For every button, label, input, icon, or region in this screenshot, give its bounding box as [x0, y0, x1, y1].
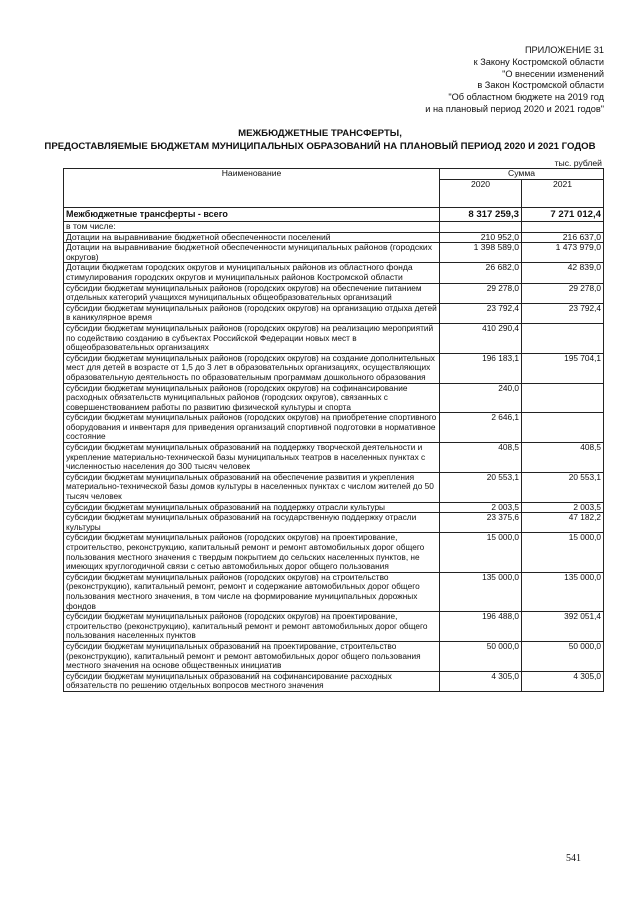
row-value-2020: 410 290,4	[440, 323, 522, 353]
row-value-2021: 408,5	[522, 443, 604, 473]
table-row	[64, 443, 604, 473]
table-row	[64, 413, 604, 443]
table-row	[64, 323, 604, 353]
row-value-2021: 1 473 979,0	[522, 243, 604, 263]
table-row	[64, 641, 604, 671]
row-value-2021: 7 271 012,4	[522, 208, 604, 222]
table-row	[64, 208, 604, 222]
table-body	[64, 208, 604, 692]
row-value-2021: 2 003,5	[522, 502, 604, 513]
table-row	[64, 612, 604, 642]
row-value-2021: 20 553,1	[522, 472, 604, 502]
row-value-2021: 23 792,4	[522, 303, 604, 323]
row-name: субсидии бюджетам муниципальных районов (городских округов) на приобретение спортивного оборудования и инвентаря для приведения организаций спортивной подготовки в нормативное состояние	[64, 413, 440, 443]
table-row	[64, 283, 604, 303]
table-row	[64, 243, 604, 263]
appendix-line: "О внесении изменений	[502, 68, 604, 79]
appendix-line: и на плановый период 2020 и 2021 годов"	[425, 103, 604, 114]
row-value-2020: 26 682,0	[440, 263, 522, 283]
row-value-2020: 2 003,5	[440, 502, 522, 513]
row-value-2021	[522, 413, 604, 443]
table-row	[64, 502, 604, 513]
transfers-table	[63, 168, 604, 692]
row-value-2020: 23 792,4	[440, 303, 522, 323]
row-value-2020: 8 317 259,3	[440, 208, 522, 222]
row-value-2020: 50 000,0	[440, 641, 522, 671]
row-value-2020: 20 553,1	[440, 472, 522, 502]
row-name: субсидии бюджетам муниципальных районов (городских округов) на обеспечение питанием отдельных категорий учащихся муниципальных общеобразовательных организаций	[64, 283, 440, 303]
row-value-2021	[522, 323, 604, 353]
header-name: Наименование	[64, 169, 440, 208]
row-value-2020: 210 952,0	[440, 232, 522, 243]
row-value-2020	[440, 222, 522, 233]
table-row	[64, 671, 604, 691]
row-name: субсидии бюджетам муниципальных районов (городских округов) на строительство (реконструкцию), капитальный ремонт, ремонт и содержание автомобильных дорог общего пользования местного значения, в том числе на формирование муниципальных дорожных фондов	[64, 572, 440, 611]
appendix-line: "Об областном бюджете на 2019 год	[448, 92, 604, 103]
row-value-2021: 392 051,4	[522, 612, 604, 642]
row-name: субсидии бюджетам муниципальных районов (городских округов) на создание дополнительных мест для детей в возрасте от 1,5 до 3 лет в образовательных организациях, осуществляющих образовательную деятельность по образовательным программам дошкольного образования	[64, 353, 440, 383]
title-line-1: МЕЖБЮДЖЕТНЫЕ ТРАНСФЕРТЫ,	[238, 128, 402, 139]
row-value-2021: 47 182,2	[522, 513, 604, 533]
row-value-2021: 4 305,0	[522, 671, 604, 691]
page-number: 541	[566, 853, 581, 864]
row-value-2020: 408,5	[440, 443, 522, 473]
row-name: субсидии бюджетам муниципальных образований на обеспечение развития и укрепления материально-технической базы домов культуры в населенных пунктах с числом жителей до 50 тысяч человек	[64, 472, 440, 502]
row-value-2020: 196 488,0	[440, 612, 522, 642]
appendix-line: к Закону Костромской области	[473, 56, 604, 67]
table-row	[64, 303, 604, 323]
table-row	[64, 383, 604, 413]
row-name: субсидии бюджетам муниципальных образований на поддержку отрасли культуры	[64, 502, 440, 513]
row-name: субсидии бюджетам муниципальных районов (городских округов) на организацию отдыха детей в каникулярное время	[64, 303, 440, 323]
row-name: Дотации бюджетам городских округов и муниципальных районов из областного фонда стимулирования городских округов и муниципальных районов Костромской области	[64, 263, 440, 283]
row-value-2021	[522, 222, 604, 233]
row-value-2021: 50 000,0	[522, 641, 604, 671]
row-value-2021	[522, 383, 604, 413]
row-value-2020: 135 000,0	[440, 572, 522, 611]
appendix-line: в Закон Костромской области	[477, 80, 604, 91]
table-row	[64, 572, 604, 611]
appendix-line: ПРИЛОЖЕНИЕ 31	[524, 45, 604, 55]
row-value-2021: 29 278,0	[522, 283, 604, 303]
row-name: субсидии бюджетам муниципальных районов (городских округов) на проектирование, строительство, реконструкцию, капитальный ремонт и ремонт автомобильных дорог общего пользования местного значения с твердым покрытием до сельских населенных пунктов, не имеющих круглогодичной связи с сетью автомобильных дорог общего пользования	[64, 533, 440, 572]
row-name: Дотации на выравнивание бюджетной обеспеченности поселений	[64, 232, 440, 243]
row-value-2020: 2 646,1	[440, 413, 522, 443]
header-sum: Сумма	[440, 169, 604, 180]
row-value-2021: 135 000,0	[522, 572, 604, 611]
row-value-2021: 216 637,0	[522, 232, 604, 243]
table-row	[64, 263, 604, 283]
row-name: Дотации на выравнивание бюджетной обеспеченности муниципальных районов (городских округов)	[64, 243, 440, 263]
row-value-2020: 29 278,0	[440, 283, 522, 303]
row-value-2020: 196 183,1	[440, 353, 522, 383]
row-value-2021: 195 704,1	[522, 353, 604, 383]
row-name: субсидии бюджетам муниципальных районов (городских округов) на проектирование, строительство (реконструкцию), капитальный ремонт и ремонт автомобильных дорог общего пользования населенных пунктов	[64, 612, 440, 642]
row-name: в том числе:	[64, 222, 440, 233]
row-name: Межбюджетные трансферты - всего	[64, 208, 440, 222]
units-label: тыс. рублей	[554, 158, 602, 168]
header-year-2020: 2020	[440, 179, 522, 207]
row-value-2020: 23 375,6	[440, 513, 522, 533]
title-line-2: ПРЕДОСТАВЛЯЕМЫЕ БЮДЖЕТАМ МУНИЦИПАЛЬНЫХ ОБРАЗОВАНИЙ НА ПЛАНОВЫЙ ПЕРИОД 2020 И 2021 ГОДОВ	[44, 141, 596, 152]
appendix-reference	[425, 45, 604, 116]
table-row	[64, 353, 604, 383]
row-name: субсидии бюджетам муниципальных районов (городских округов) на софинансирование расходных обязательств муниципальных районов (городских округов), связанных с совершенствованием работы по развитию физической культуры и спорта	[64, 383, 440, 413]
table-row	[64, 232, 604, 243]
table-row	[64, 533, 604, 572]
table-row	[64, 472, 604, 502]
row-value-2021: 15 000,0	[522, 533, 604, 572]
row-name: субсидии бюджетам муниципальных образований на софинансирование расходных обязательств по решению отдельных вопросов местного значения	[64, 671, 440, 691]
row-name: субсидии бюджетам муниципальных образований на государственную поддержку отрасли культуры	[64, 513, 440, 533]
row-value-2020: 4 305,0	[440, 671, 522, 691]
table-row	[64, 222, 604, 233]
row-value-2020: 15 000,0	[440, 533, 522, 572]
row-value-2021: 42 839,0	[522, 263, 604, 283]
row-value-2020: 240,0	[440, 383, 522, 413]
document-title	[0, 127, 640, 153]
row-name: субсидии бюджетам муниципальных образований на проектирование, строительство (реконструкцию), капитальный ремонт и ремонт автомобильных дорог общего пользования местного значения на основе общественных инициатив	[64, 641, 440, 671]
header-year-2021: 2021	[522, 179, 604, 207]
table-row	[64, 513, 604, 533]
row-name: субсидии бюджетам муниципальных районов (городских округов) на реализацию мероприятий по содействию созданию в субъектах Российской Федерации новых мест в общеобразовательных организациях	[64, 323, 440, 353]
row-value-2020: 1 398 589,0	[440, 243, 522, 263]
row-name: субсидии бюджетам муниципальных образований на поддержку творческой деятельности и укрепление материально-технической базы муниципальных театров в населенных пунктах с численностью населения до 300 тысяч человек	[64, 443, 440, 473]
